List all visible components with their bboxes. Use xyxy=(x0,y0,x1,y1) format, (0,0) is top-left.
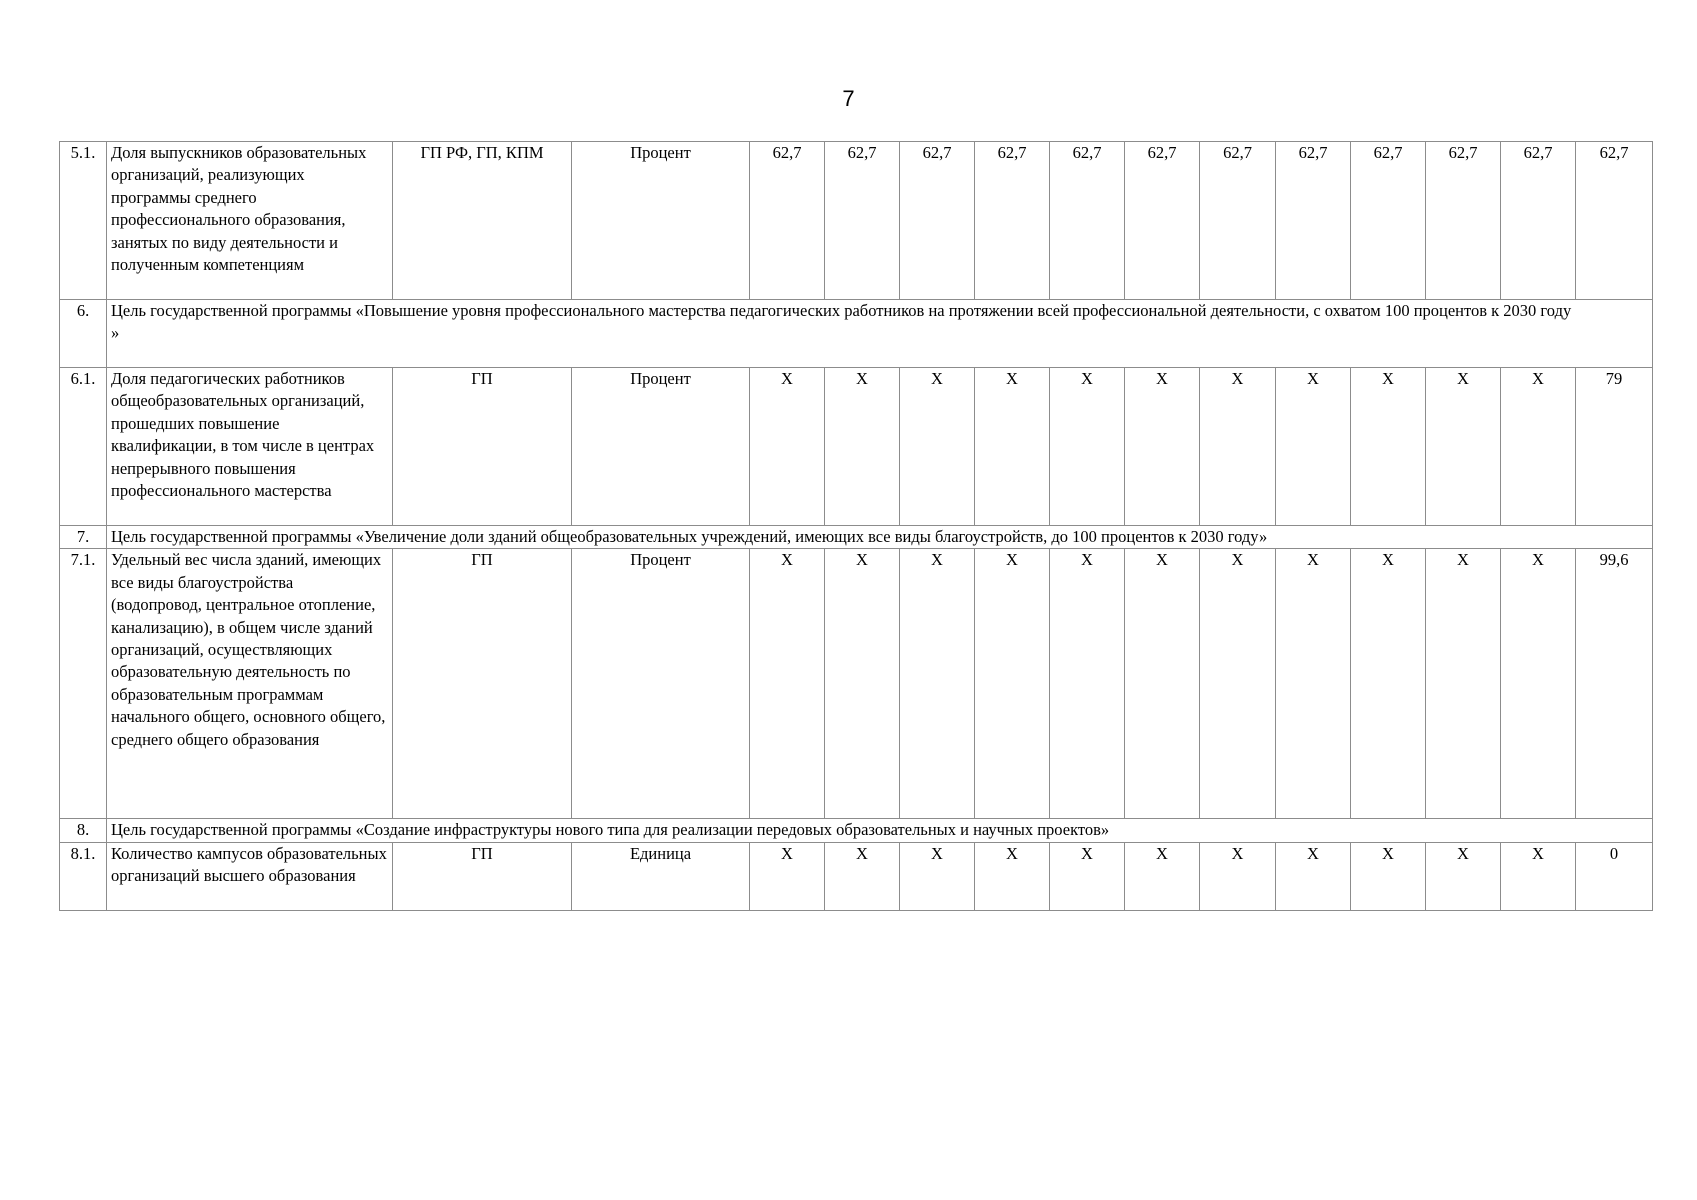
indicator-source: ГП xyxy=(393,842,572,910)
value-cell: Х xyxy=(1351,549,1426,819)
value-cell: Х xyxy=(1200,368,1276,526)
value-cell: Х xyxy=(1125,549,1200,819)
value-cell: Х xyxy=(1050,842,1125,910)
value-cell: Х xyxy=(1125,842,1200,910)
value-cell: 62,7 xyxy=(900,142,975,300)
row-number: 5.1. xyxy=(60,142,107,300)
indicator-unit: Процент xyxy=(572,142,750,300)
goal-row xyxy=(60,819,1653,842)
value-cell: Х xyxy=(825,549,900,819)
row-number: 7.1. xyxy=(60,549,107,819)
value-cell: Х xyxy=(750,549,825,819)
value-cell: Х xyxy=(900,368,975,526)
value-cell: 99,6 xyxy=(1576,549,1653,819)
value-cell: Х xyxy=(1426,368,1501,526)
value-cell: Х xyxy=(750,368,825,526)
value-cell: 62,7 xyxy=(1576,142,1653,300)
value-cell: Х xyxy=(1200,842,1276,910)
goal-row xyxy=(60,300,1653,368)
table-row xyxy=(60,368,1653,526)
indicator-source: ГП РФ, ГП, КПМ xyxy=(393,142,572,300)
value-cell: Х xyxy=(975,842,1050,910)
row-number: 6. xyxy=(60,300,107,368)
goal-text: Цель государственной программы «Создание инфраструктуры нового типа для реализации передовых образовательных и научных проектов» xyxy=(107,819,1653,842)
value-cell: Х xyxy=(1050,368,1125,526)
value-cell: Х xyxy=(900,549,975,819)
value-cell: 62,7 xyxy=(825,142,900,300)
indicators-table xyxy=(59,141,1653,911)
value-cell: 0 xyxy=(1576,842,1653,910)
indicator-source: ГП xyxy=(393,549,572,819)
table-row xyxy=(60,142,1653,300)
value-cell: Х xyxy=(1200,549,1276,819)
value-cell: 62,7 xyxy=(750,142,825,300)
indicator-name: Доля выпускников образовательных организаций, реализующих программы среднего профессионального образования, занятых по виду деятельности и полученным компетенциям xyxy=(107,142,393,300)
value-cell: Х xyxy=(1276,368,1351,526)
table-row xyxy=(60,549,1653,819)
indicator-source: ГП xyxy=(393,368,572,526)
value-cell: Х xyxy=(1501,368,1576,526)
value-cell: Х xyxy=(1351,842,1426,910)
row-number: 8.1. xyxy=(60,842,107,910)
indicator-name: Количество кампусов образовательных организаций высшего образования xyxy=(107,842,393,910)
value-cell: Х xyxy=(1351,368,1426,526)
value-cell: Х xyxy=(1125,368,1200,526)
page-number: 7 xyxy=(842,86,855,111)
value-cell: Х xyxy=(1426,549,1501,819)
value-cell: 62,7 xyxy=(1200,142,1276,300)
indicator-unit: Единица xyxy=(572,842,750,910)
value-cell: Х xyxy=(1501,842,1576,910)
goal-row xyxy=(60,526,1653,549)
table-row xyxy=(60,842,1653,910)
indicator-unit: Процент xyxy=(572,549,750,819)
value-cell: Х xyxy=(1276,549,1351,819)
indicator-unit: Процент xyxy=(572,368,750,526)
goal-text xyxy=(107,300,1653,368)
row-number: 6.1. xyxy=(60,368,107,526)
row-number: 8. xyxy=(60,819,107,842)
indicator-name: Удельный вес числа зданий, имеющих все виды благоустройства (водопровод, центральное отопление, канализацию), в общем числе зданий организаций, осуществляющих образовательную деятельность по образовательным программам начального общего, основного общего, среднего общего образования xyxy=(107,549,393,819)
value-cell: 62,7 xyxy=(1125,142,1200,300)
value-cell: Х xyxy=(1276,842,1351,910)
value-cell: Х xyxy=(975,368,1050,526)
value-cell: 62,7 xyxy=(1050,142,1125,300)
value-cell: Х xyxy=(1426,842,1501,910)
value-cell: Х xyxy=(825,368,900,526)
value-cell: 79 xyxy=(1576,368,1653,526)
value-cell: 62,7 xyxy=(1426,142,1501,300)
value-cell: Х xyxy=(1050,549,1125,819)
value-cell: 62,7 xyxy=(1351,142,1426,300)
row-number: 7. xyxy=(60,526,107,549)
goal-text-main: Цель государственной программы «Повышение уровня профессионального мастерства педагогических работников на протяжении всей профессиональной деятельности, с охватом 100 процентов к 2030 году xyxy=(111,301,1572,320)
value-cell: Х xyxy=(900,842,975,910)
value-cell: Х xyxy=(1501,549,1576,819)
value-cell: 62,7 xyxy=(1276,142,1351,300)
value-cell: 62,7 xyxy=(975,142,1050,300)
value-cell: Х xyxy=(750,842,825,910)
value-cell: Х xyxy=(825,842,900,910)
goal-text: Цель государственной программы «Увеличение доли зданий общеобразовательных учреждений, имеющих все виды благоустройств, до 100 процентов к 2030 году» xyxy=(107,526,1653,549)
indicator-name: Доля педагогических работников общеобразовательных организаций, прошедших повышение квалификации, в том числе в центрах непрерывного повышения профессионального мастерства xyxy=(107,368,393,526)
value-cell: 62,7 xyxy=(1501,142,1576,300)
value-cell: Х xyxy=(975,549,1050,819)
goal-text-tail: » xyxy=(111,323,120,343)
